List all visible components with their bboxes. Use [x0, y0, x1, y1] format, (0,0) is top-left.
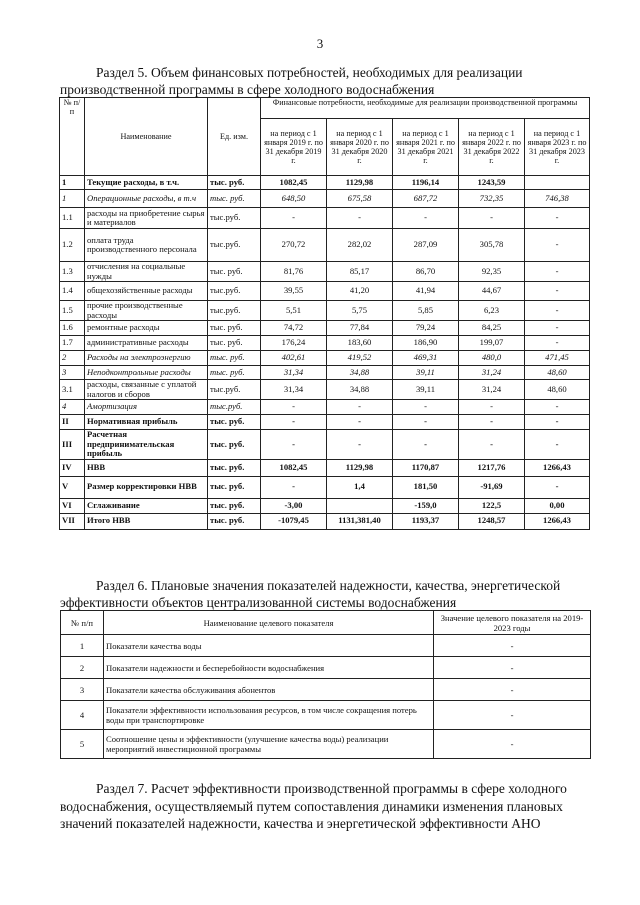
- header-period-2022: на период с 1 января 2022 г. по 31 декабря 2022 г.: [459, 119, 525, 176]
- row-value: 79,24: [393, 321, 459, 336]
- table-row: [60, 430, 590, 460]
- row-value: 270,72: [261, 229, 327, 262]
- section6-title-line1: Раздел 6. Плановые значения показателей надежности, качества, энергетической: [96, 578, 561, 593]
- row-num: 1.2: [60, 229, 85, 262]
- row-unit: тыс. руб.: [208, 190, 261, 208]
- row-value: 1,4: [327, 476, 393, 498]
- table-row: [60, 336, 590, 351]
- row-value: -: [525, 336, 590, 351]
- row-value: 74,72: [261, 321, 327, 336]
- header-indicator-name: Наименование целевого показателя: [104, 611, 434, 635]
- row-indicator-name: Показатели качества обслуживания абонентов: [104, 679, 434, 701]
- row-value: 1129,98: [327, 459, 393, 476]
- row-unit: тыс. руб.: [208, 366, 261, 380]
- row-value: -: [525, 476, 590, 498]
- target-indicators-table: [60, 610, 591, 759]
- row-value: 305,78: [459, 229, 525, 262]
- row-indicator-value: -: [434, 635, 591, 657]
- header-unit: Ед. изм.: [208, 98, 261, 176]
- row-value: -: [525, 262, 590, 282]
- row-num: 4: [60, 400, 85, 415]
- row-value: 419,52: [327, 351, 393, 366]
- row-num: 3.1: [60, 380, 85, 400]
- header-name: Наименование: [85, 98, 208, 176]
- table-row: [60, 262, 590, 282]
- row-unit: тыс. руб.: [208, 459, 261, 476]
- row-unit: тыс. руб.: [208, 415, 261, 430]
- row-value: 282,02: [327, 229, 393, 262]
- row-value: 39,11: [393, 380, 459, 400]
- row-name: расходы на приобретение сырья и материалов: [85, 208, 208, 229]
- row-value: -: [459, 415, 525, 430]
- row-value: 39,55: [261, 282, 327, 301]
- header-num: № п/п: [60, 98, 85, 176]
- row-value: -: [525, 415, 590, 430]
- row-num: 1.4: [60, 282, 85, 301]
- row-value: 199,07: [459, 336, 525, 351]
- row-value: 6,23: [459, 301, 525, 321]
- row-value: 1082,45: [261, 176, 327, 190]
- row-unit: тыс.руб.: [208, 301, 261, 321]
- table-row: [60, 229, 590, 262]
- row-value: 92,35: [459, 262, 525, 282]
- row-name: административные расходы: [85, 336, 208, 351]
- row-name: НВВ: [85, 459, 208, 476]
- row-unit: тыс. руб.: [208, 498, 261, 513]
- row-indicator-value: -: [434, 701, 591, 730]
- row-value: -1079,45: [261, 513, 327, 529]
- row-num: 1: [60, 190, 85, 208]
- table-row: [60, 459, 590, 476]
- row-unit: тыс. руб.: [208, 262, 261, 282]
- header-period-2021: на период с 1 января 2021 г. по 31 декабря 2021 г.: [393, 119, 459, 176]
- table-row: [60, 400, 590, 415]
- table-row: [60, 176, 590, 190]
- row-value: 122,5: [459, 498, 525, 513]
- row-indicator-name: Показатели эффективности использования ресурсов, в том числе сокращения потерь воды при транспортировке: [104, 701, 434, 730]
- row-unit: тыс. руб.: [208, 176, 261, 190]
- row-value: -: [525, 301, 590, 321]
- header-period-2019: на период с 1 января 2019 г. по 31 декабря 2019 г.: [261, 119, 327, 176]
- row-value: 287,09: [393, 229, 459, 262]
- row-unit: тыс. руб.: [208, 336, 261, 351]
- row-unit: тыс. руб.: [208, 513, 261, 529]
- row-unit: тыс. руб.: [208, 430, 261, 460]
- row-value: 1243,59: [459, 176, 525, 190]
- row-value: 34,88: [327, 366, 393, 380]
- row-num: 2: [61, 657, 104, 679]
- row-value: 732,35: [459, 190, 525, 208]
- header-indicator-value: Значение целевого показателя на 2019-2023 годы: [434, 611, 591, 635]
- row-value: -: [525, 229, 590, 262]
- row-indicator-name: Показатели качества воды: [104, 635, 434, 657]
- row-value: 31,34: [261, 380, 327, 400]
- row-name: расходы, связанные с уплатой налогов и сборов: [85, 380, 208, 400]
- row-value: -: [261, 476, 327, 498]
- row-indicator-value: -: [434, 730, 591, 759]
- table-row: [60, 513, 590, 529]
- row-value: 44,67: [459, 282, 525, 301]
- row-value: 39,11: [393, 366, 459, 380]
- row-value: 0,00: [525, 498, 590, 513]
- row-value: -: [459, 400, 525, 415]
- section6-title: [60, 577, 590, 611]
- row-num: III: [60, 430, 85, 460]
- row-value: -: [459, 208, 525, 229]
- row-indicator-value: -: [434, 657, 591, 679]
- row-num: 2: [60, 351, 85, 366]
- row-value: -: [261, 415, 327, 430]
- row-value: 81,76: [261, 262, 327, 282]
- row-name: Размер корректировки НВВ: [85, 476, 208, 498]
- table-row: [60, 366, 590, 380]
- table-row: [61, 730, 591, 759]
- table-row: [60, 208, 590, 229]
- row-value: 1266,43: [525, 459, 590, 476]
- row-value: 85,17: [327, 262, 393, 282]
- row-value: -: [393, 400, 459, 415]
- row-num: 4: [61, 701, 104, 730]
- financial-needs-table: [59, 97, 590, 530]
- row-name: Расходы на электроэнергию: [85, 351, 208, 366]
- row-unit: тыс.руб.: [208, 229, 261, 262]
- row-value: -: [327, 415, 393, 430]
- table-row: [60, 498, 590, 513]
- row-value: -: [261, 208, 327, 229]
- row-value: 31,24: [459, 366, 525, 380]
- row-num: II: [60, 415, 85, 430]
- row-value: 41,94: [393, 282, 459, 301]
- row-value: 41,20: [327, 282, 393, 301]
- row-num: VII: [60, 513, 85, 529]
- row-unit: тыс. руб.: [208, 476, 261, 498]
- page-number: 3: [316, 36, 324, 51]
- row-value: 1129,98: [327, 176, 393, 190]
- row-value: -: [525, 282, 590, 301]
- row-value: 1266,43: [525, 513, 590, 529]
- section7-line1: Раздел 7. Расчет эффективности производственной программы в сфере холодного: [96, 781, 567, 796]
- row-name: Операционные расходы, в т.ч: [85, 190, 208, 208]
- table-row: [60, 380, 590, 400]
- header-period-2020: на период с 1 января 2020 г. по 31 декабря 2020 г.: [327, 119, 393, 176]
- row-value: -: [525, 208, 590, 229]
- row-unit: тыс.руб.: [208, 400, 261, 415]
- row-value: -: [525, 400, 590, 415]
- row-value: 746,38: [525, 190, 590, 208]
- row-indicator-value: -: [434, 679, 591, 701]
- row-value: 1217,76: [459, 459, 525, 476]
- row-value: 675,58: [327, 190, 393, 208]
- row-value: -91,69: [459, 476, 525, 498]
- row-indicator-name: Показатели надежности и бесперебойности водоснабжения: [104, 657, 434, 679]
- row-name: оплата труда производственного персонала: [85, 229, 208, 262]
- table-row: [61, 701, 591, 730]
- row-value: -: [393, 430, 459, 460]
- row-value: 84,25: [459, 321, 525, 336]
- row-value: 1248,57: [459, 513, 525, 529]
- table-row: [60, 476, 590, 498]
- header-financial-needs: Финансовые потребности, необходимые для реализации производственной программы: [261, 98, 590, 119]
- row-num: 3: [60, 366, 85, 380]
- row-value: 34,88: [327, 380, 393, 400]
- row-num: 3: [61, 679, 104, 701]
- row-value: 77,84: [327, 321, 393, 336]
- row-value: 5,51: [261, 301, 327, 321]
- row-value: 31,34: [261, 366, 327, 380]
- section7-line2: водоснабжения, осуществляемый путем сопоставления динамики изменения плановых: [60, 798, 563, 814]
- row-num: 1.7: [60, 336, 85, 351]
- row-value: -: [327, 430, 393, 460]
- row-unit: тыс.руб.: [208, 380, 261, 400]
- row-value: -159,0: [393, 498, 459, 513]
- row-unit: тыс.руб.: [208, 208, 261, 229]
- row-name: Сглаживание: [85, 498, 208, 513]
- section5-title: [60, 64, 590, 98]
- row-num: VI: [60, 498, 85, 513]
- row-value: 5,85: [393, 301, 459, 321]
- row-value: 469,31: [393, 351, 459, 366]
- table-row: [61, 657, 591, 679]
- row-name: Нормативная прибыль: [85, 415, 208, 430]
- row-value: -: [261, 430, 327, 460]
- header-num: № п/п: [61, 611, 104, 635]
- row-value: 480,0: [459, 351, 525, 366]
- section5-title-line1: Раздел 5. Объем финансовых потребностей, необходимых для реализации: [96, 65, 523, 80]
- section5-title-line2: производственной программы в сфере холодного водоснабжения: [60, 82, 435, 97]
- row-value: 471,45: [525, 351, 590, 366]
- header-period-2023: на период с 1 января 2023 г. по 31 декабря 2023 г.: [525, 119, 590, 176]
- row-name: Расчетная предпринимательская прибыль: [85, 430, 208, 460]
- row-value: -: [459, 430, 525, 460]
- row-name: отчисления на социальные нужды: [85, 262, 208, 282]
- row-num: 1.5: [60, 301, 85, 321]
- row-value: [327, 498, 393, 513]
- table-row: [60, 282, 590, 301]
- table-row: [60, 301, 590, 321]
- row-value: -: [393, 415, 459, 430]
- row-num: IV: [60, 459, 85, 476]
- table-row: [60, 321, 590, 336]
- row-unit: тыс. руб.: [208, 351, 261, 366]
- row-value: -3,00: [261, 498, 327, 513]
- row-num: 1.3: [60, 262, 85, 282]
- table-row: [60, 190, 590, 208]
- row-num: V: [60, 476, 85, 498]
- row-value: 176,24: [261, 336, 327, 351]
- row-value: -: [525, 321, 590, 336]
- row-unit: тыс.руб.: [208, 282, 261, 301]
- row-num: 5: [61, 730, 104, 759]
- row-value: 5,75: [327, 301, 393, 321]
- table-row: [61, 679, 591, 701]
- row-num: 1.1: [60, 208, 85, 229]
- row-name: ремонтные расходы: [85, 321, 208, 336]
- table-row: [60, 415, 590, 430]
- row-value: [525, 176, 590, 190]
- row-num: 1: [61, 635, 104, 657]
- row-name: Амортизация: [85, 400, 208, 415]
- row-name: прочие производственные расходы: [85, 301, 208, 321]
- section7-text: [60, 780, 590, 833]
- row-value: 31,24: [459, 380, 525, 400]
- row-value: -: [327, 400, 393, 415]
- row-name: Текущие расходы, в т.ч.: [85, 176, 208, 190]
- section7-line3: значений показателей надежности, качества и энергетической эффективности АНО: [60, 816, 541, 831]
- table-row: [61, 635, 591, 657]
- row-name: общехозяйственные расходы: [85, 282, 208, 301]
- table-row: [60, 351, 590, 366]
- row-value: 86,70: [393, 262, 459, 282]
- row-value: 648,50: [261, 190, 327, 208]
- row-value: -: [525, 430, 590, 460]
- row-value: 186,90: [393, 336, 459, 351]
- section6-title-line2: эффективности объектов централизованной системы водоснабжения: [60, 595, 457, 610]
- row-value: -: [261, 400, 327, 415]
- row-value: 48,60: [525, 366, 590, 380]
- row-name: Неподконтрольные расходы: [85, 366, 208, 380]
- row-value: 1193,37: [393, 513, 459, 529]
- row-name: Итого НВВ: [85, 513, 208, 529]
- row-value: 1131,381,40: [327, 513, 393, 529]
- row-num: 1.6: [60, 321, 85, 336]
- row-value: 1196,14: [393, 176, 459, 190]
- row-value: 1082,45: [261, 459, 327, 476]
- row-value: 183,60: [327, 336, 393, 351]
- row-num: 1: [60, 176, 85, 190]
- row-unit: тыс. руб.: [208, 321, 261, 336]
- row-value: -: [327, 208, 393, 229]
- row-value: 1170,87: [393, 459, 459, 476]
- row-value: 181,50: [393, 476, 459, 498]
- row-value: 687,72: [393, 190, 459, 208]
- row-value: -: [393, 208, 459, 229]
- row-value: 402,61: [261, 351, 327, 366]
- row-indicator-name: Соотношение цены и эффективности (улучшение качества воды) реализации мероприятий инвестиционной программы: [104, 730, 434, 759]
- row-value: 48,60: [525, 380, 590, 400]
